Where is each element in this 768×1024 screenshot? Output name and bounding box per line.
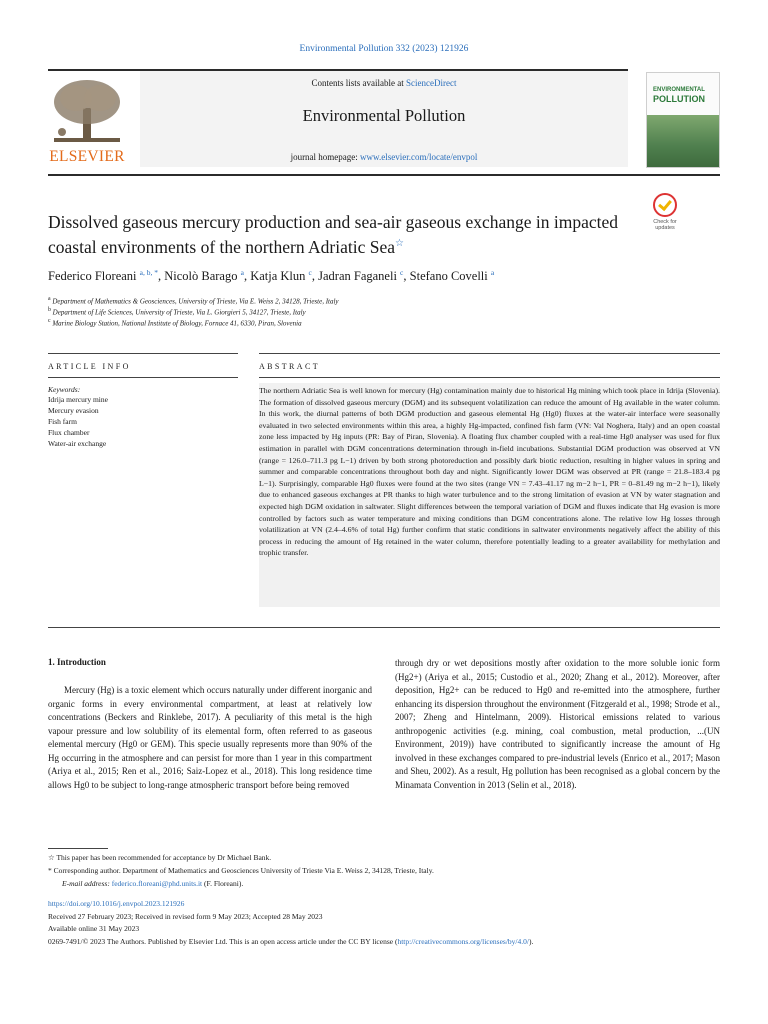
affiliation (48, 296, 728, 305)
affiliation (48, 307, 728, 316)
check-for-updates-button[interactable] (650, 193, 680, 231)
article-title (48, 211, 638, 258)
homepage-link[interactable]: www.elsevier.com/locate/envpol (360, 152, 478, 162)
article-info-heading: ARTICLE INFO (48, 362, 131, 371)
sciencedirect-link[interactable]: ScienceDirect (406, 78, 457, 88)
license-link[interactable]: http://creativecommons.org/licenses/by/4.0/ (397, 937, 529, 946)
contents-line (140, 78, 628, 88)
keyword: Idrija mercury mine (48, 395, 108, 404)
doi-link[interactable]: https://doi.org/10.1016/j.envpol.2023.121926 (48, 899, 185, 908)
section-heading-introduction: 1. Introduction (48, 657, 106, 667)
affiliation-mark: b (48, 307, 51, 313)
license-line (48, 937, 728, 946)
affiliation-text: Marine Biology Station, National Institute of Biology, Fornace 41, 6330, Piran, Slovenia (52, 319, 302, 328)
abstract-heading: ABSTRACT (259, 362, 320, 371)
journal-cover-image[interactable] (646, 72, 720, 168)
affiliation (48, 318, 728, 327)
keyword: Flux chamber (48, 428, 90, 437)
footnote-star: ☆ This paper has been recommended for acceptance by Dr Michael Bank. (48, 853, 272, 862)
email-suffix: (F. Floreani). (204, 879, 244, 888)
footnote-corresponding-text: Corresponding author. Department of Mathematics and Geosciences University of Trieste Via E. Weiss 2, 34128, Trieste, Italy. (53, 866, 434, 875)
keyword: Mercury evasion (48, 406, 99, 415)
author-name[interactable]: Federico Floreani (48, 269, 137, 284)
license-suffix: ). (528, 937, 534, 946)
footnote-star-text: This paper has been recommended for acceptance by Dr Michael Bank. (56, 853, 272, 862)
header-rule-bottom (48, 174, 720, 176)
publisher-name: ELSEVIER (49, 148, 125, 165)
author-affil-mark[interactable]: a (490, 268, 495, 277)
cover-photo (647, 115, 719, 167)
keyword: Water-air exchange (48, 439, 107, 448)
affiliation-mark: c (48, 318, 51, 324)
author-list: Federico Floreani $^{a, b, *}$, Nicolò Barago $^a$, Katja Klun $^c$, Jadran Faganeli $^c$, Stefano Covelli $^a$ (48, 268, 495, 284)
article-info-rule (48, 353, 238, 354)
author-affil-mark[interactable]: a, b, * (139, 268, 158, 277)
article-info-subrule (48, 377, 238, 378)
affiliation-text: Department of Life Sciences, University of Trieste, Via L. Giorgieri 5, 34127, Trieste, Italy (52, 308, 306, 317)
received-dates: Received 27 February 2023; Received in revised form 9 May 2023; Accepted 28 May 2023 (48, 912, 323, 921)
author-affil-mark[interactable]: a (240, 268, 244, 277)
affiliation-text: Department of Mathematics & Geosciences, University of Trieste, Via E. Weiss 2, 34128, Trieste, Italy (52, 297, 339, 306)
title-footnote-mark[interactable]: ☆ (394, 238, 404, 249)
license-prefix: 0269-7491/© 2023 The Authors. Published by Elsevier Ltd. This is an open access article under the CC BY license ( (48, 937, 398, 946)
abstract-text: The northern Adriatic Sea is well known for mercury (Hg) contamination mainly due to historical Hg mining which took place in Idrija (Slovenia). The formation of dissolved gaseous mercury (DGM) and its subsequent volatilization can reduce the amount of Hg available in the water column. In this work, the diurnal patterns of both DGM production and gaseous elemental Hg (Hg0) fluxes at the water-air interface were seasonally evaluated in two selected environments within this area, a highly Hg-impacted, confined fish farm (VN: Val Noghera, Italy) and an open coastal zone less impacted by Hg inputs (PR: Bay of Piran, Slovenia). A floating flux chamber coupled with a real-time Hg0 analyser was used for flux estimation in parallel with DGM concentrations determination through in-field incubations. Substantial DGM production was observed at VN (range = 126.0–711.3 pg L−1) driven by both strong photoreduction and possibly dark biotic reduction, resulting in higher values in spring and summer and comparable concentrations throughout both day and night. Significantly lower DGM was observed at PR (range = 21.8–183.4 pg L−1). Surprisingly, comparable Hg0 fluxes were found at the two sites (range VN = 7.43–41.17 ng m−2 h−1, PR = 0–81.49 ng m−2 h−1), likely due to enhanced gaseous exchanges at PR thanks to high water turbulence and to the strong limitation of evasion at VN by water stagnation and expected high DGM oxidation in saltwater. Slight differences between the temporal variation of DGM and fluxes indicate that Hg evasion is more controlled by factors such as water temperature and mixing conditions than DGM concentrations alone. The relative low Hg losses through volatilization at VN (2.4–4.6% of total Hg) further confirm that static conditions in saltwater environments negatively affect the ability of this process in reducing the amount of Hg retained in the water column, therefore potentially leading to a greater availability for methylation and trophic transfer. (259, 386, 720, 558)
homepage-line (140, 152, 628, 162)
author-name[interactable]: Jadran Faganeli (318, 269, 397, 284)
cover-title-line1: ENVIRONMENTAL (653, 87, 705, 93)
email-label: E-mail address: (62, 879, 110, 888)
journal-citation[interactable]: Environmental Pollution 332 (2023) 121926 (299, 44, 469, 54)
author-name[interactable]: Stefano Covelli (409, 269, 488, 284)
check-updates-label: Check for updates (653, 219, 677, 231)
available-online: Available online 31 May 2023 (48, 924, 140, 933)
check-updates-icon (653, 193, 677, 217)
author-affil-mark[interactable]: c (400, 268, 404, 277)
keyword: Fish farm (48, 417, 77, 426)
author-name[interactable]: Katja Klun (250, 269, 306, 284)
footnote-rule (48, 848, 108, 849)
affiliation-mark: a (48, 296, 51, 302)
article-title-text: Dissolved gaseous mercury production and sea-air gaseous exchange in impacted coastal environments of the northern Adriatic Sea (48, 212, 619, 257)
homepage-prefix: journal homepage: (290, 152, 361, 162)
keywords-label: Keywords: (48, 385, 81, 394)
contents-prefix: Contents lists available at (311, 78, 406, 88)
abstract-subrule (259, 377, 720, 378)
footnote-email (62, 879, 243, 888)
intro-right-column: through dry or wet depositions mostly after oxidation to the more soluble ionic form (Hg2+) (Ariya et al., 2015; Custodio et al., 2020; Zhang et al., 2012). Moreover, after deposition, Hg2+ can be reduced to Hg0 and re-emitted into the atmosphere, further enhancing its dispersion throughout the environment (Fitzgerald et al., 1998; Strode et al., 2007; Zheng and Hintelmann, 2009). Historical emissions related to various anthropogenic activities (e.g. mining, coal combustion, metal production, ...(UN Environment, 2019)) have contributed to significantly increase the amount of Hg involved in these exchanges compared to pre-industrial levels (Enrico et al., 2017; Mason and Sheu, 2002). As a result, Hg pollution has been recognised as a global concern by the Minamata Convention in 2013 (Selin et al., 2018). (395, 658, 720, 790)
author-name[interactable]: Nicolò Barago (164, 269, 238, 284)
cover-title-line2: POLLUTION (653, 94, 705, 104)
abstract-end-rule (48, 627, 720, 628)
abstract-rule (259, 353, 720, 354)
journal-name: Environmental Pollution (302, 106, 466, 125)
footnote-corresponding: * Corresponding author. Department of Mathematics and Geosciences University of Trieste Via E. Weiss 2, 34128, Trieste, Italy. (48, 866, 434, 875)
intro-left-column: Mercury (Hg) is a toxic element which occurs naturally under different inorganic and organic forms in every environmental compartment, at least at relatively low concentrations (Beckers and Rinklebe, 2017). A peculiarity of this metal is the high vapour pressure and low solubility of its elemental form, often referred to as gaseous elemental mercury (Hg0 or GEM). This specie usually represents more than 90% of the Hg occurring in the atmosphere and can persist for more than 1 year in this compartment (Ariya et al., 2015; Ren et al., 2016; Saiz-Lopez et al., 2018). This long residence time allows Hg0 to be subject to long-range atmospheric transport before being removed (48, 685, 372, 790)
email-link[interactable]: federico.floreani@phd.units.it (111, 879, 203, 888)
author-affil-mark[interactable]: c (308, 268, 312, 277)
